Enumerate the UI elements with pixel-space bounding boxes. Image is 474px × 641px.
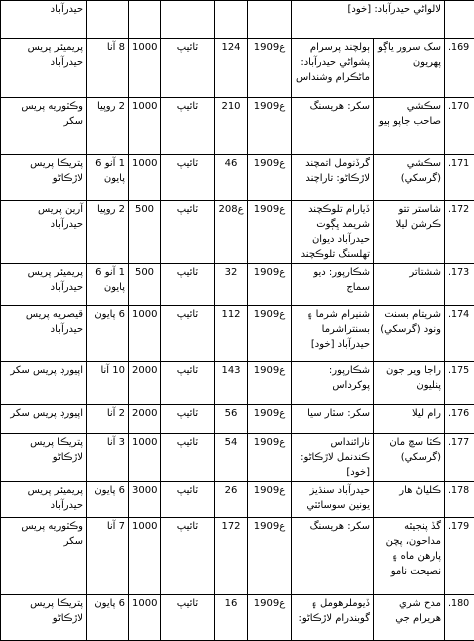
title-cell: سک سرور ياڳو پهريون [374,39,445,98]
table-row [1,518,474,595]
copies-cell: 3000 [129,482,161,518]
table-row [1,155,474,201]
copies-cell: 2000 [129,405,161,434]
press-cell: پريميئر پريس حيدرآباد [1,39,87,98]
entry-number-cell: .174 [445,306,474,362]
title-cell: ڪلياڻ هار [374,482,445,518]
pages-cell: 208ع [215,201,248,264]
price-cell: 2 آنا [87,405,129,434]
pages-cell: 26 [215,482,248,518]
price-cell: 10 آنا [87,362,129,405]
year-cell: 1909ع [248,98,292,155]
type-cell: ٽائيپ [161,595,215,641]
copies-cell: 1000 [129,155,161,201]
pages-cell: 32 [215,264,248,306]
price-cell: 2 روپيا [87,201,129,264]
entry-number-cell: .171 [445,155,474,201]
press-cell: پريميئر پريس حيدرآباد [1,482,87,518]
table-row [1,595,474,641]
price-cell: 2 روپيا [87,98,129,155]
entry-number-cell: .179 [445,518,474,595]
title-cell: ڪٽا سچ مان (گرسکي) [374,434,445,482]
press-cell: حيدرآباد [1,1,87,39]
title-cell: رام ليلا [374,405,445,434]
publisher-cell: شنيرام شرما ۽ بسنتراشرما حيدرآباد [خود] [292,306,374,362]
entry-number-cell: .170 [445,98,474,155]
year-cell: 1909ع [248,155,292,201]
pages-cell: 210 [215,98,248,155]
table-row [1,405,474,434]
entry-number-cell: .180 [445,595,474,641]
press-cell: اپيورڊ پريس سکر [1,405,87,434]
year-cell: 1909ع [248,518,292,595]
type-cell: ٽائيپ [161,434,215,482]
type-cell: ٽائيپ [161,362,215,405]
publisher-cell: گرڏنومل اتمچند لاڙڪاڻو: تاراچند [292,155,374,201]
year-cell: 1909ع [248,434,292,482]
entry-number-cell: .169 [445,39,474,98]
pages-cell: 112 [215,306,248,362]
table-row [1,264,474,306]
publisher-cell: نارائنداس ڪندنمل لاڙڪاڻو: [خود] [292,434,374,482]
publisher-cell: سکر: هريسنگ [292,518,374,595]
publisher-cell: ٻولچند پرسرام پشواڻي حيدرآباد: ماڻڪرام وشنداس [292,39,374,98]
year-cell: 1909ع [248,264,292,306]
type-cell: ٽائيپ [161,98,215,155]
pages-cell: 46 [215,155,248,201]
title-cell: ششتاتر [374,264,445,306]
copies-cell: 1000 [129,434,161,482]
table-row-continued [1,1,474,39]
publisher-cell: سکر: هريسنگ [292,98,374,155]
copies-cell: 1000 [129,518,161,595]
title-cell: سڪشي صاحب جاپو ٻيو [374,98,445,155]
year-cell: 1909ع [248,39,292,98]
copies-cell: 1000 [129,98,161,155]
table-row [1,39,474,98]
pages-cell: 54 [215,434,248,482]
type-cell: ٽائيپ [161,155,215,201]
copies-cell: 500 [129,201,161,264]
entry-number-cell: .177 [445,434,474,482]
price-cell: 3 آنا [87,434,129,482]
press-cell: وڪٽوريه پريس سکر [1,98,87,155]
entry-number-cell: .173 [445,264,474,306]
title-cell: سڪشي (گرسکي) [374,155,445,201]
table-row [1,98,474,155]
entry-number-cell: .178 [445,482,474,518]
pages-cell: 56 [215,405,248,434]
title-cell: شريتام بسنت ونود (گرسکي) [374,306,445,362]
press-cell: پتريڪا پريس لاڙڪاڻو [1,595,87,641]
publisher-cell: حيدرآباد سنڌيز يونين سوسائٽي [292,482,374,518]
table-row [1,434,474,482]
copies-cell: 500 [129,264,161,306]
entry-number-cell: .175 [445,362,474,405]
title-cell: گڏ پنجيٿه مداحون، پچن پارهن ماه ۽ نصيحت نامو [374,518,445,595]
type-cell: ٽائيپ [161,264,215,306]
press-cell: قيصريه پريس حيدرآباد [1,306,87,362]
pages-cell: 172 [215,518,248,595]
entry-number-cell: .172 [445,201,474,264]
title-cell: مدح شري هريرام جي [374,595,445,641]
type-cell: ٽائيپ [161,405,215,434]
year-cell: 1909ع [248,405,292,434]
type-cell: ٽائيپ [161,482,215,518]
press-cell: پتريڪا پريس لاڙڪاڻو [1,155,87,201]
publisher-cell: ڏيوملرهومل ۽ گوبندرام لاڙڪاڻو: [292,595,374,641]
copies-cell: 1000 [129,306,161,362]
publisher-cell: لالواڻي حيدرآباد: [خود] [292,1,445,39]
year-cell: 1909ع [248,306,292,362]
table-row [1,482,474,518]
table-row [1,362,474,405]
type-cell: ٽائيپ [161,306,215,362]
publisher-cell: سکر: سٽار سيا [292,405,374,434]
publisher-cell: ڏيارام تلوڪچند شريمد ڀڳوت حيدرآباد ديوان تهلسنگ تلوڪچند [292,201,374,264]
price-cell: 6 پايون [87,306,129,362]
press-cell: وڪٽوريه پريس سکر [1,518,87,595]
price-cell: 1 آنو 6 پايون [87,264,129,306]
press-cell: پتريڪا پريس لاڙڪاڻو [1,434,87,482]
pages-cell: 16 [215,595,248,641]
publisher-cell: شڪارپور: ديو سماج [292,264,374,306]
type-cell: ٽائيپ [161,518,215,595]
price-cell: 8 آنا [87,39,129,98]
copies-cell: 1000 [129,39,161,98]
copies-cell: 1000 [129,595,161,641]
press-cell: پريميئر پريس حيدرآباد [1,264,87,306]
pages-cell: 143 [215,362,248,405]
price-cell: 7 آنا [87,518,129,595]
entry-number-cell: .176 [445,405,474,434]
title-cell: شاستر تتو ڪرشن ليلا [374,201,445,264]
price-cell: 1 آنو 6 پايون [87,155,129,201]
year-cell: 1909ع [248,595,292,641]
pages-cell: 124 [215,39,248,98]
table-row [1,201,474,264]
press-cell: آرين پريس حيدرآباد [1,201,87,264]
price-cell: 6 پايون [87,482,129,518]
type-cell: ٽائيپ [161,201,215,264]
type-cell: ٽائيپ [161,39,215,98]
table-row [1,306,474,362]
year-cell: 1909ع [248,362,292,405]
press-cell: اپيورڊ پريس سکر [1,362,87,405]
year-cell: 1909ع [248,482,292,518]
copies-cell: 2000 [129,362,161,405]
price-cell: 6 پايون [87,595,129,641]
title-cell: راجا وير جون پنليون [374,362,445,405]
publisher-cell: شڪارپور: پوکرداس [292,362,374,405]
year-cell: 1909ع [248,201,292,264]
